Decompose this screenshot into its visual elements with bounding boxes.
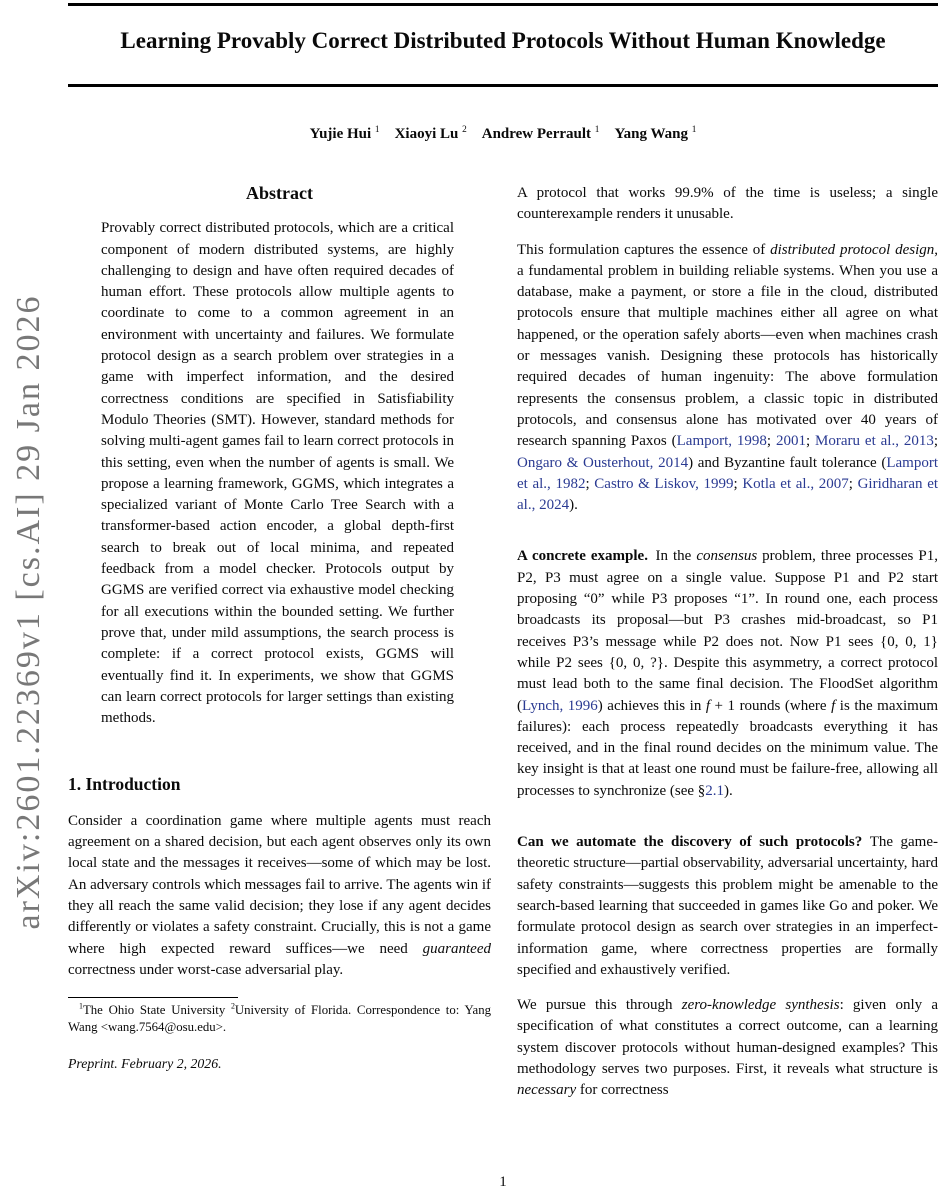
text-segment: ; [766,433,776,450]
text-segment: , a fundamental problem in building reliable systems. When you use a database, make a payment, or store a file in the cloud, distributed protocols ensure that multiple machines either all agree on what happened, or the operation safely aborts—even when machines crash or messages vanish. Designing these protocols has historically required decades of human ingenuity: The above formulation represents the consensus problem, a classic topic in distributed protocols, and consensus alone has motivated over 40 years of research spanning Paxos ( [517,241,938,450]
citation-link[interactable]: Giridharan et al., 2024 [517,475,939,514]
citation-link[interactable]: Lynch, 1996 [522,697,598,714]
title-rule-top [68,3,938,6]
text-segment: Yujie Hui [309,126,375,142]
text-segment: Xiaoyi Lu [379,126,463,142]
text-segment: : given only a specification of what constitutes a correct outcome, can a learning system discover protocols without human-designed examples? This methodology serves two purposes. First, it reveals what structure is [517,997,938,1077]
text-segment: ). [569,497,578,514]
citation-link[interactable]: Castro & Liskov, 1999 [594,475,734,492]
text-segment: for correctness [576,1082,669,1099]
text-segment: The game-theoretic structure—partial observability, adversarial uncertainty, hard safety constraints—suggests this problem might be amenable to the search-based learning that succeeded in games like Go and poker. We formulate protocol design as search over strategies in an imperfect-information game, where correctness properties are formally specified and exhaustively verified. [517,834,938,978]
title-rule-bottom [68,84,938,87]
citation-link[interactable]: 2001 [775,433,806,450]
text-segment: Yang Wang [599,126,692,142]
citation-link[interactable]: 2.1 [705,782,725,799]
citation-link[interactable]: Lamport, 1998 [676,433,767,450]
text-segment: + 1 rounds (where [710,697,832,714]
paragraph-counterexample: A protocol that works 99.9% of the time is useless; a single counterexample renders it unusable. [517,185,938,223]
text-segment: 1 [79,1001,83,1011]
citation-link[interactable]: Ongaro & Ousterhout, 2014 [517,454,689,471]
text-segment: zero-knowledge synthesis [681,997,840,1014]
text-segment: University of Florida. Correspondence to: Yang Wang <wang.7564@osu.edu>. [68,1003,491,1034]
text-segment: ; [933,433,939,450]
text-segment: 1 [691,125,697,135]
intro-paragraph [68,811,491,981]
text-segment: This formulation captures the essence of [517,241,771,258]
text-segment: We pursue this through [517,997,682,1014]
text-segment: In the [647,548,697,565]
affiliation-footnote [68,1002,491,1036]
abstract-text: Provably correct distributed protocols, which are a critical component of modern distributed systems, are highly challenging to design and have often required decades of human effort. These protocols allow multiple agents to coordinate to come to a common agreement in an environment with uncertainty and failures. We formulate protocol design as a search problem over strategies in a game with imperfect information, and the desired correctness conditions are specified in Satisfiability Modulo Theories (SMT). However, standard methods for solving multi-agent games fail to learn correct protocols in this setting, even when the number of agents is small. We propose a learning framework, GGMS, which integrates a specialized variant of Monte Carlo Tree Search with a transformer-based action encoder, a global depth-first search to break out of local minima, and repeated feedback from a model checker. Protocols output by GGMS are verified correct via exhaustive model checking for all executions within the bounded setting. We further prove that, under mild assumptions, the search process is complete: if a correct protocol exists, GGMS will eventually find it. In experiments, we show that GGMS can learn correct protocols for larger settings than existing methods. [101,220,454,727]
abstract-heading: Abstract [246,183,313,203]
text-segment: ). [724,782,733,799]
text-segment: consensus [696,548,758,565]
text-segment: f [705,697,711,714]
text-segment: 2 [230,1001,235,1011]
page-number: 1 [499,1174,507,1190]
text-segment: correctness under worst-case adversarial play. [68,961,344,978]
right-column [517,183,938,1116]
footnote-rule [68,997,238,998]
text-segment: distributed protocol design [770,241,935,258]
paragraph-zero-knowledge [517,995,938,1101]
paragraph-automate-discovery [517,832,938,981]
paper-title: Learning Provably Correct Distributed Protocols Without Human Knowledge [120,28,886,53]
text-segment: f [831,697,836,714]
citation-link[interactable]: Moraru et al., 2013 [815,433,934,450]
left-column [68,183,491,1074]
text-segment: Andrew Perrault [466,126,595,142]
text-segment: The Ohio State University [82,1003,231,1018]
text-segment: 1 [594,125,600,135]
section-heading-introduction: 1. Introduction [68,774,181,795]
text-segment: ; [848,475,858,492]
text-segment: ; [805,433,816,450]
authors-line [68,126,938,143]
text-segment: problem, three processes P1, P2, P3 must agree on a single value. Suppose P1 and P2 start proposing “0” while P3 proposes “1”. In round one, each process broadcasts its proposal—but P3 crashes mid-broadcast, so P1 receives P3’s message while P2 does not. Now P1 sees {0, 0, 1} while P2 sees {0, 0, ?}. Despite this asymmetry, a correct protocol must lead both to the same final decision. The FloodSet algorithm ( [517,548,938,714]
text-segment: ) achieves this in [597,697,706,714]
text-segment: necessary [517,1082,577,1099]
text-segment: ; [585,475,595,492]
text-segment: is the maximum failures): each process repeatedly broadcasts everything it has received, and in the final round decides on the minimum value. The key insight is that at least one round must be failure-free, allowing all processes to synchronize (see § [517,697,938,799]
arxiv-watermark: arXiv:2601.22369v1 [cs.AI] 29 Jan 2026 [10,294,47,930]
text-segment: Consider a coordination game where multiple agents must reach agreement on a shared decision, but each agent observes only its own local state and the messages it receives—some of which may be lost. An adversary controls which messages fail to arrive. The agents win if they all reach the same valid decision; they lose if any agent decides differently or violates a safety constraint. Crucially, this is not a game where high expected reward suffices—we need [68,812,491,957]
text-segment: ; [733,475,743,492]
text-segment: 2 [462,125,467,135]
citation-link[interactable]: Kotla et al., 2007 [742,475,849,492]
paragraph-protocol-design [517,240,938,517]
text-segment: Can we automate the discovery of such protocols? [517,834,863,851]
preprint-note: Preprint. February 2, 2026. [68,1055,222,1071]
text-segment: ) and Byzantine fault tolerance ( [688,454,887,471]
paragraph-concrete-example [517,546,938,802]
text-segment: guaranteed [422,940,491,957]
text-segment: A concrete example. [517,548,648,565]
text-segment: 1 [374,125,380,135]
citation-link[interactable]: Lamport et al., 1982 [517,454,938,492]
